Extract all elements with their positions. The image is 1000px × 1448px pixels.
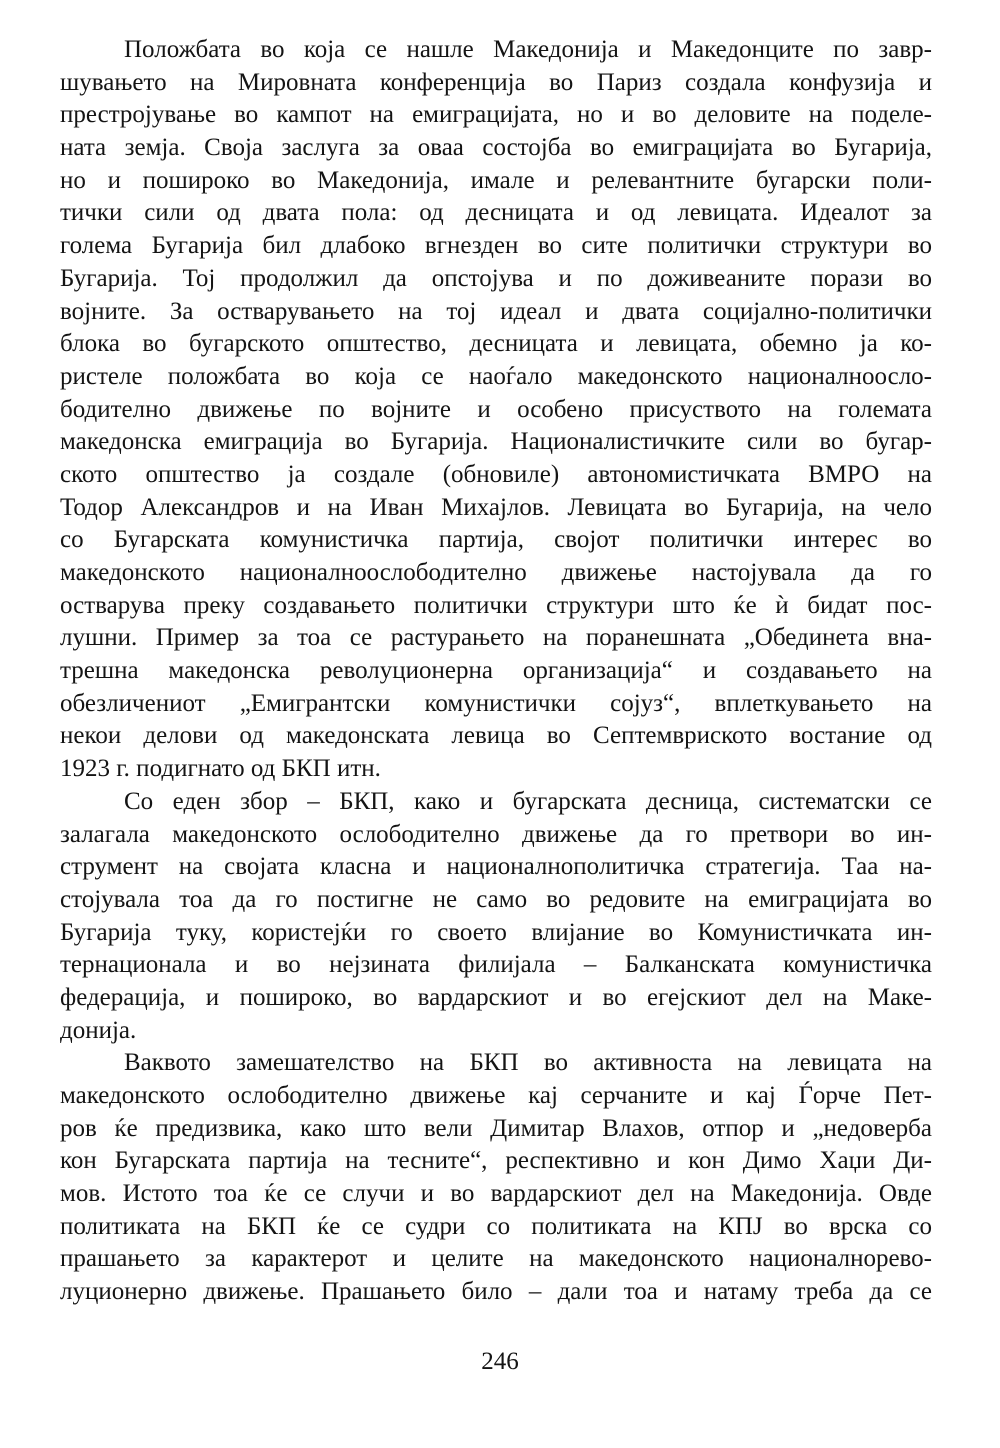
text-line: обезличениот „Емигрантски комунистички сојуз“, вплеткувањето на — [60, 689, 932, 717]
text-line: тички сили од двата пола: од десницата и од левицата. Идеалот за — [60, 199, 932, 227]
text-line: ров ќе предизвика, како што вели Димитар Влахов, отпор и „недоверба — [60, 1114, 932, 1142]
text-line: залагала македонското ослободително движење да го претвори во ин- — [60, 820, 932, 848]
paragraph — [60, 34, 932, 786]
text-line: шувањето на Мировната конференција во Париз создала конфузија и — [60, 68, 932, 96]
text-line: престројување во кампот на емиграцијата, но и во деловите на поделе- — [60, 101, 932, 129]
text-line: македонското ослободително движење кај серчаните и кај Ѓорче Пет- — [60, 1082, 932, 1109]
text-line: војните. За остварувањето на тој идеал и двата социјално-политички — [60, 297, 932, 325]
text-line: Бугарија туку, користејќи го своето влијание во Комунистичката ин- — [60, 918, 932, 946]
text-line: македонска емиграција во Бугарија. Националистичките сили во бугар- — [60, 428, 932, 456]
text-line: политиката на БКП ќе се судри со политиката на КПЈ во врска со — [60, 1212, 932, 1240]
text-line: федерација, и пошироко, во вардарскиот и во егејскиот дел на Маке- — [60, 983, 932, 1011]
text-line: мов. Истото тоа ќе се случи и во вардарскиот дел на Македонија. Овде — [60, 1180, 932, 1208]
text-line: донија. — [60, 1016, 137, 1044]
text-line: ристеле положбата во која се наоѓало македонското националноосло- — [60, 362, 932, 390]
text-line: блока во бугарското општество, десницата и левицата, обемно ја ко- — [60, 330, 932, 358]
text-line: Бугарија. Тој продолжил да опстојува и по доживеаните порази во — [60, 264, 932, 292]
text-line: остварува преку создавањето политички структури што ќе ѝ бидат пос- — [60, 591, 932, 619]
text-line: 1923 г. подигнато од БКП итн. — [60, 755, 381, 783]
text-line: со Бугарската комунистичка партија, својот политички интерес во — [60, 526, 932, 554]
text-line: трешна македонска револуционерна организација“ и создавањето на — [60, 657, 932, 685]
text-line: прашањето за карактерот и целите на македонското националнорево- — [60, 1245, 932, 1273]
paragraph — [60, 786, 932, 1048]
text-line: ната земја. Своја заслуга за оваа состојба во емиграцијата во Бугарија, — [60, 134, 932, 162]
text-line: кон Бугарската партија на тесните“, респективно и кон Димо Хаџи Ди- — [60, 1147, 932, 1175]
text-line: ското општество ја создале (обновиле) автономистичката ВМРО на — [60, 460, 932, 488]
text-line: бодително движење по војните и особено присуството на големата — [60, 395, 932, 423]
text-block — [60, 34, 932, 1309]
text-line: струмент на својата класна и националнополитичка стратегија. Таа на- — [60, 853, 932, 881]
text-line: стојувала тоа да го постигне не само во редовите на емиграцијата во — [60, 885, 932, 913]
text-line: некои делови од македонската левица во Септемвриското востание од — [60, 722, 932, 750]
page-number: 246 — [481, 1348, 519, 1375]
text-line: луционерно движење. Прашањето било – дали тоа и натаму треба да се — [60, 1278, 932, 1306]
text-line: македонското националноослободително движење настојувала да го — [60, 559, 932, 586]
text-line: Положбата во која се нашле Македонија и Македонците по завр- — [124, 36, 932, 63]
text-line: лушни. Пример за тоа се растурањето на поранешната „Обединета вна- — [60, 624, 932, 652]
text-line: но и пошироко во Македонија, имале и релевантните бугарски поли- — [60, 166, 932, 194]
text-line: Ваквото замешателство на БКП во активноста на левицата на — [124, 1049, 932, 1077]
text-line: голема Бугарија бил длабоко вгнезден во сите политички структури во — [60, 232, 932, 260]
text-line: Со еден збор – БКП, како и бугарската десница, систематски се — [124, 787, 932, 815]
paragraph — [60, 1047, 932, 1309]
text-line: тернационала и во нејзината филијала – Балканската комунистичка — [60, 951, 932, 979]
text-line: Тодор Александров и на Иван Михајлов. Левицата во Бугарија, на чело — [60, 493, 932, 521]
